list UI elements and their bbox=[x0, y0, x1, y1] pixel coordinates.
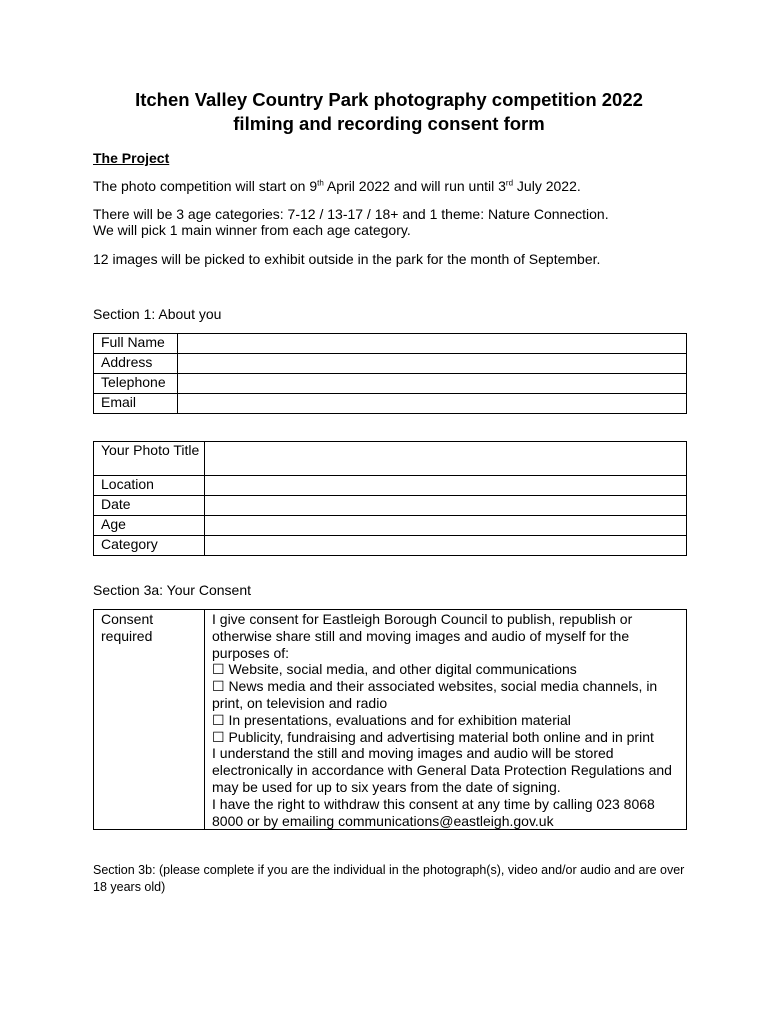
withdraw-statement: I have the right to withdraw this consent at any time by calling 023 8068 8000 or by emailing communications@eastleigh.gov.uk bbox=[212, 795, 655, 829]
storage-statement: I understand the still and moving images and audio will be stored electronically in accordance with General Data Protection Regulations and may be used for up to six years from the date of signing. bbox=[212, 745, 672, 795]
title-line-1: Itchen Valley Country Park photography competition 2022 bbox=[135, 89, 643, 110]
consent-intro: I give consent for Eastleigh Borough Council to publish, republish or otherwise share still and moving images and audio of myself for the purposes of: bbox=[212, 611, 633, 661]
row-label: Full Name bbox=[94, 333, 178, 353]
table-row bbox=[94, 495, 687, 515]
photo-details-table bbox=[93, 441, 687, 556]
consent-option-publicity[interactable]: ☐ Publicity, fundraising and advertising material both online and in print bbox=[212, 728, 654, 745]
category-field[interactable] bbox=[205, 535, 687, 555]
row-label: Telephone bbox=[94, 373, 178, 393]
competition-dates: The photo competition will start on 9th April 2022 and will run until 3rd July 2022. bbox=[93, 178, 581, 194]
consent-table bbox=[93, 609, 687, 830]
table-row bbox=[94, 441, 687, 475]
row-label: Location bbox=[94, 475, 205, 495]
section-1-heading: Section 1: About you bbox=[93, 306, 222, 322]
date-field[interactable] bbox=[205, 495, 687, 515]
consent-option-website[interactable]: ☐ Website, social media, and other digital communications bbox=[212, 661, 577, 678]
row-label: Your Photo Title bbox=[94, 441, 205, 475]
row-label: Age bbox=[94, 515, 205, 535]
table-row bbox=[94, 535, 687, 555]
table-row bbox=[94, 333, 687, 353]
section-3a-heading: Section 3a: Your Consent bbox=[93, 581, 252, 598]
email-field[interactable] bbox=[178, 393, 687, 413]
exhibit-text: 12 images will be picked to exhibit outside in the park for the month of September. bbox=[93, 250, 601, 267]
table-row bbox=[94, 393, 687, 413]
age-field[interactable] bbox=[205, 515, 687, 535]
consent-required-label: Consent required bbox=[94, 610, 205, 830]
table-row bbox=[94, 475, 687, 495]
row-label: Date bbox=[94, 495, 205, 515]
row-label: Email bbox=[94, 393, 178, 413]
address-field[interactable] bbox=[178, 353, 687, 373]
project-heading: The Project bbox=[93, 150, 170, 166]
full-name-field[interactable] bbox=[178, 333, 687, 353]
row-label: Address bbox=[94, 353, 178, 373]
consent-text-cell bbox=[205, 610, 687, 830]
table-row bbox=[94, 610, 687, 830]
consent-option-presentations[interactable]: ☐ In presentations, evaluations and for exhibition material bbox=[212, 711, 571, 728]
telephone-field[interactable] bbox=[178, 373, 687, 393]
title-line-2: filming and recording consent form bbox=[233, 113, 545, 134]
table-row bbox=[94, 373, 687, 393]
consent-form-page bbox=[93, 88, 687, 896]
about-you-table bbox=[93, 333, 687, 414]
table-row bbox=[94, 353, 687, 373]
consent-option-news-media[interactable]: ☐ News media and their associated websites, social media channels, in print, on television and radio bbox=[212, 678, 658, 711]
table-row bbox=[94, 515, 687, 535]
form-title bbox=[92, 88, 686, 136]
location-field[interactable] bbox=[205, 475, 687, 495]
section-3b-heading: Section 3b: (please complete if you are the individual in the photograph(s), video and/or audio and are over 18 years old) bbox=[93, 863, 685, 895]
photo-title-field[interactable] bbox=[205, 441, 687, 475]
row-label: Category bbox=[94, 535, 205, 555]
age-categories-text: There will be 3 age categories: 7-12 / 13-17 / 18+ and 1 theme: Nature Connection. We will pick 1 main winner from each age category. bbox=[93, 205, 609, 238]
